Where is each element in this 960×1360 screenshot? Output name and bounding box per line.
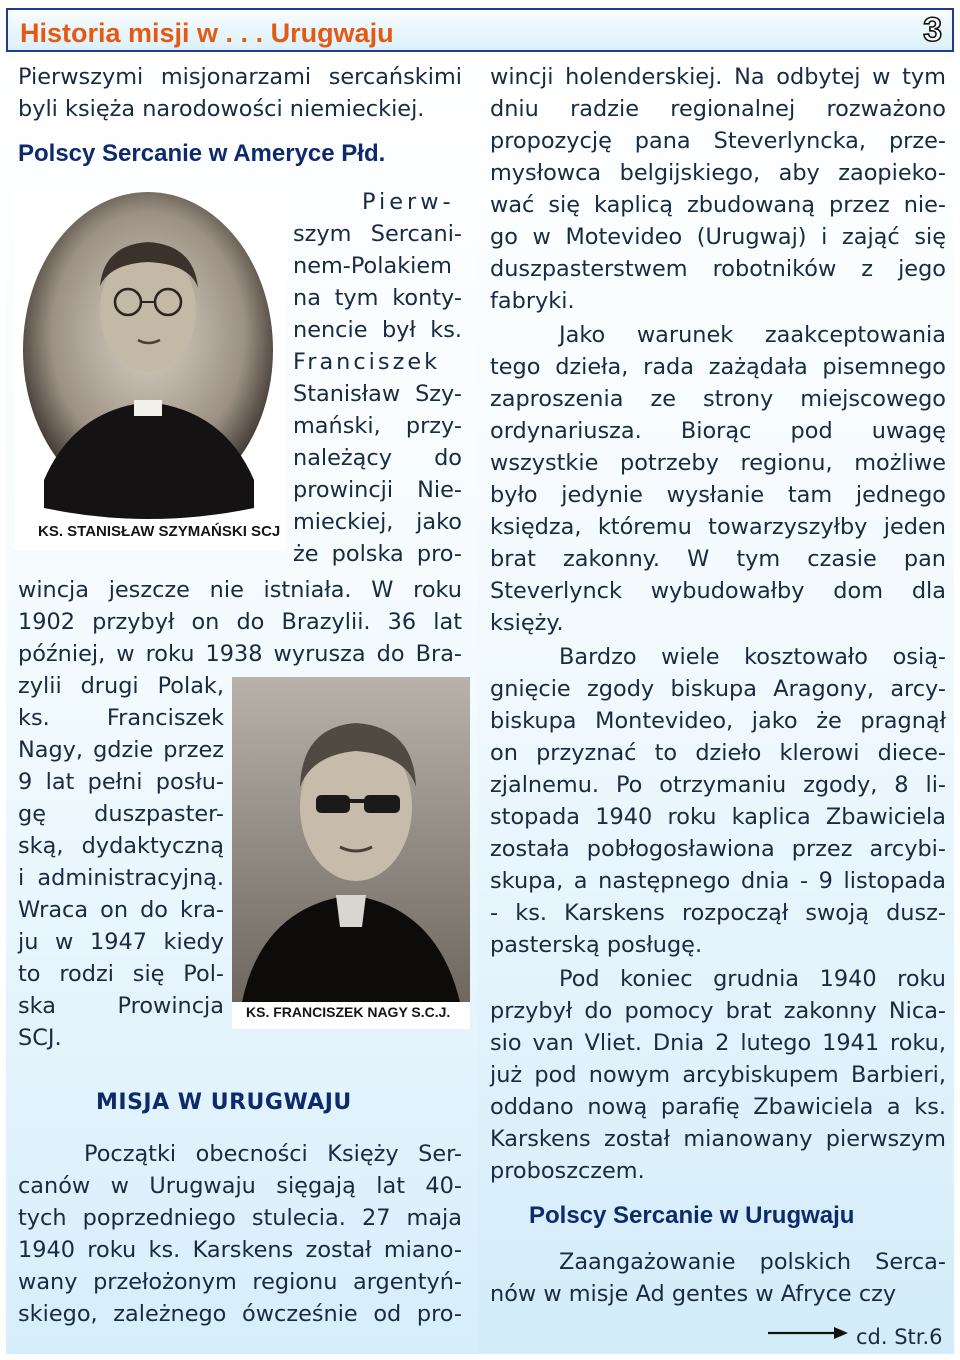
text-line: ks. Franciszek [18, 705, 224, 731]
portrait-szymanski-image [14, 190, 286, 550]
subheading-misja-w-urugwaju: MISJA W URUGWAJU [96, 1090, 352, 1115]
text-line: ska Prowincja [18, 993, 224, 1019]
continued-page-reference[interactable]: cd. Str.6 [856, 1325, 943, 1349]
text-line: gę duszpaster- [18, 801, 224, 827]
text-line: SCJ. [18, 1025, 62, 1051]
text-line: Bardzo wiele kosztowało osią- [559, 644, 946, 670]
text-line: księży. [490, 610, 564, 636]
text-line: szym Sercani- [293, 221, 462, 247]
text-line: skiego, zależnego ówcześnie od pro- [18, 1301, 462, 1327]
text-line: zylii drugi Polak, [18, 673, 224, 699]
text-line: on przyznać to dzieło klerowi diece- [490, 740, 946, 766]
text-line: i administracyjną. [18, 865, 224, 891]
text-line: mieckiej, jako [293, 509, 462, 535]
text-line: Wraca on do kra- [18, 897, 224, 923]
portrait-photo-nagy [232, 677, 470, 1029]
text-line: mański, przy- [293, 413, 462, 439]
text-line: byli księża narodowości niemieckiej. [18, 96, 425, 122]
portrait-nagy-image [232, 677, 470, 1029]
page-number: 3 [923, 11, 942, 49]
subheading-polscy-sercanie-urugwaj: Polscy Sercanie w Urugwaju [529, 1202, 855, 1229]
text-line: brat zakonny. W tym czasie pan [490, 546, 946, 572]
text-line: propozycję pana Steverlyncka, prze- [490, 128, 946, 154]
text-line: Pierw- [362, 189, 455, 215]
text-line: ską, dydaktyczną [18, 833, 224, 859]
text-line: sio van Vliet. Dnia 2 lutego 1941 roku, [490, 1030, 946, 1056]
page-header [6, 8, 954, 52]
text-line: zaproszenia ze strony miejscowego [490, 386, 946, 412]
text-line: już pod nowym arcybiskupem Barbieri, [490, 1062, 946, 1088]
text-line: należący do [293, 445, 462, 471]
text-line: tego dzieła, rada zażądała pisemnego [490, 354, 946, 380]
text-line: zjalnemu. Po otrzymaniu zgody, 8 li- [490, 772, 946, 798]
text-line: 1940 roku ks. Karskens został miano- [18, 1237, 462, 1263]
photo-caption-szymanski: KS. STANISŁAW SZYMAŃSKI SCJ [38, 523, 281, 540]
text-line: biskupa Montevideo, jako że pragnął [490, 708, 946, 734]
text-line: Steverlynck wybudowałby dom dla [490, 578, 946, 604]
text-line: - ks. Karskens rozpoczął swoją dusz- [490, 900, 946, 926]
text-line: nencie był ks. [293, 317, 462, 343]
text-line: ordynariusza. Biorąc pod uwagę [490, 418, 946, 444]
text-line: wincji holenderskiej. Na odbytej w tym [490, 64, 946, 90]
text-line: księdza, któremu towarzyszyłby jeden [490, 514, 946, 540]
text-line: canów w Urugwaju sięgają lat 40- [18, 1173, 462, 1199]
text-line: wszystkie potrzeby regionu, możliwe [490, 450, 946, 476]
text-line: nów w misje Ad gentes w Afryce czy [490, 1281, 897, 1307]
text-line: została pobłogosławiona przez arcybi- [490, 836, 946, 862]
text-line: wany przełożonym regionu argentyń- [18, 1269, 462, 1295]
subheading-polscy-sercanie-ameryka: Polscy Sercanie w Ameryce Płd. [18, 140, 386, 167]
text-line: mysłowca belgijskiego, aby zaopieko- [490, 160, 946, 186]
text-line: skupa, a następnego dnia - 9 listopada [490, 868, 946, 894]
text-line: oddano nową parafię Zbawiciela a ks. [490, 1094, 946, 1120]
text-line: fabryki. [490, 288, 575, 314]
text-line: Jako warunek zaakceptowania [559, 322, 946, 348]
text-line: było jedynie wysłanie tam jednego [490, 482, 946, 508]
text-line: Stanisław Szy- [293, 381, 462, 407]
text-line: to rodzi się Pol- [18, 961, 224, 987]
portrait-photo-szymanski [14, 190, 286, 550]
text-line: Pod koniec grudnia 1940 roku [559, 966, 946, 992]
text-line: Pierwszymi misjonarzami sercańskimi [18, 64, 462, 90]
text-line: później, w roku 1938 wyrusza do Bra- [18, 641, 462, 667]
text-line: tych poprzedniego stulecia. 27 maja [18, 1205, 462, 1231]
text-line: gnięcie zgody biskupa Aragony, arcy- [490, 676, 946, 702]
text-line: Początki obecności Księży Ser- [84, 1141, 462, 1167]
photo-caption-nagy: KS. FRANCISZEK NAGY S.C.J. [246, 1004, 451, 1020]
text-line: 9 lat pełni posłu- [18, 769, 224, 795]
text-line: Zaangażowanie polskich Serca- [559, 1249, 946, 1275]
text-line: 1902 przybył on do Brazylii. 36 lat [18, 609, 462, 635]
text-line: prowincji Nie- [293, 477, 462, 503]
text-line: Nagy, gdzie przez [18, 737, 224, 763]
text-line: na tym konty- [293, 285, 462, 311]
text-line: Franciszek [293, 349, 441, 375]
text-line: duszpasterstwem robotników z jego [490, 256, 946, 282]
text-line: pasterską posługę. [490, 932, 703, 958]
text-line: dniu radzie regionalnej rozważono [490, 96, 946, 122]
arrow-right-icon [768, 1325, 850, 1341]
page-title: Historia misji w . . . Urugwaju [20, 18, 394, 48]
text-line: że polska pro- [293, 541, 462, 567]
text-line: go w Motevideo (Urugwaj) i zająć się [490, 224, 946, 250]
text-line: ju w 1947 kiedy [18, 929, 224, 955]
text-line: wincja jeszcze nie istniała. W roku [18, 577, 462, 603]
text-line: nem-Polakiem [293, 253, 452, 279]
text-line: wać się kaplicą zbudowaną przez nie- [490, 192, 946, 218]
text-line: proboszczem. [490, 1158, 645, 1184]
text-line: stopada 1940 roku kaplica Zbawiciela [490, 804, 946, 830]
text-line: Karskens został mianowany pierwszym [490, 1126, 946, 1152]
text-line: przybył do pomocy brat zakonny Nica- [490, 998, 946, 1024]
